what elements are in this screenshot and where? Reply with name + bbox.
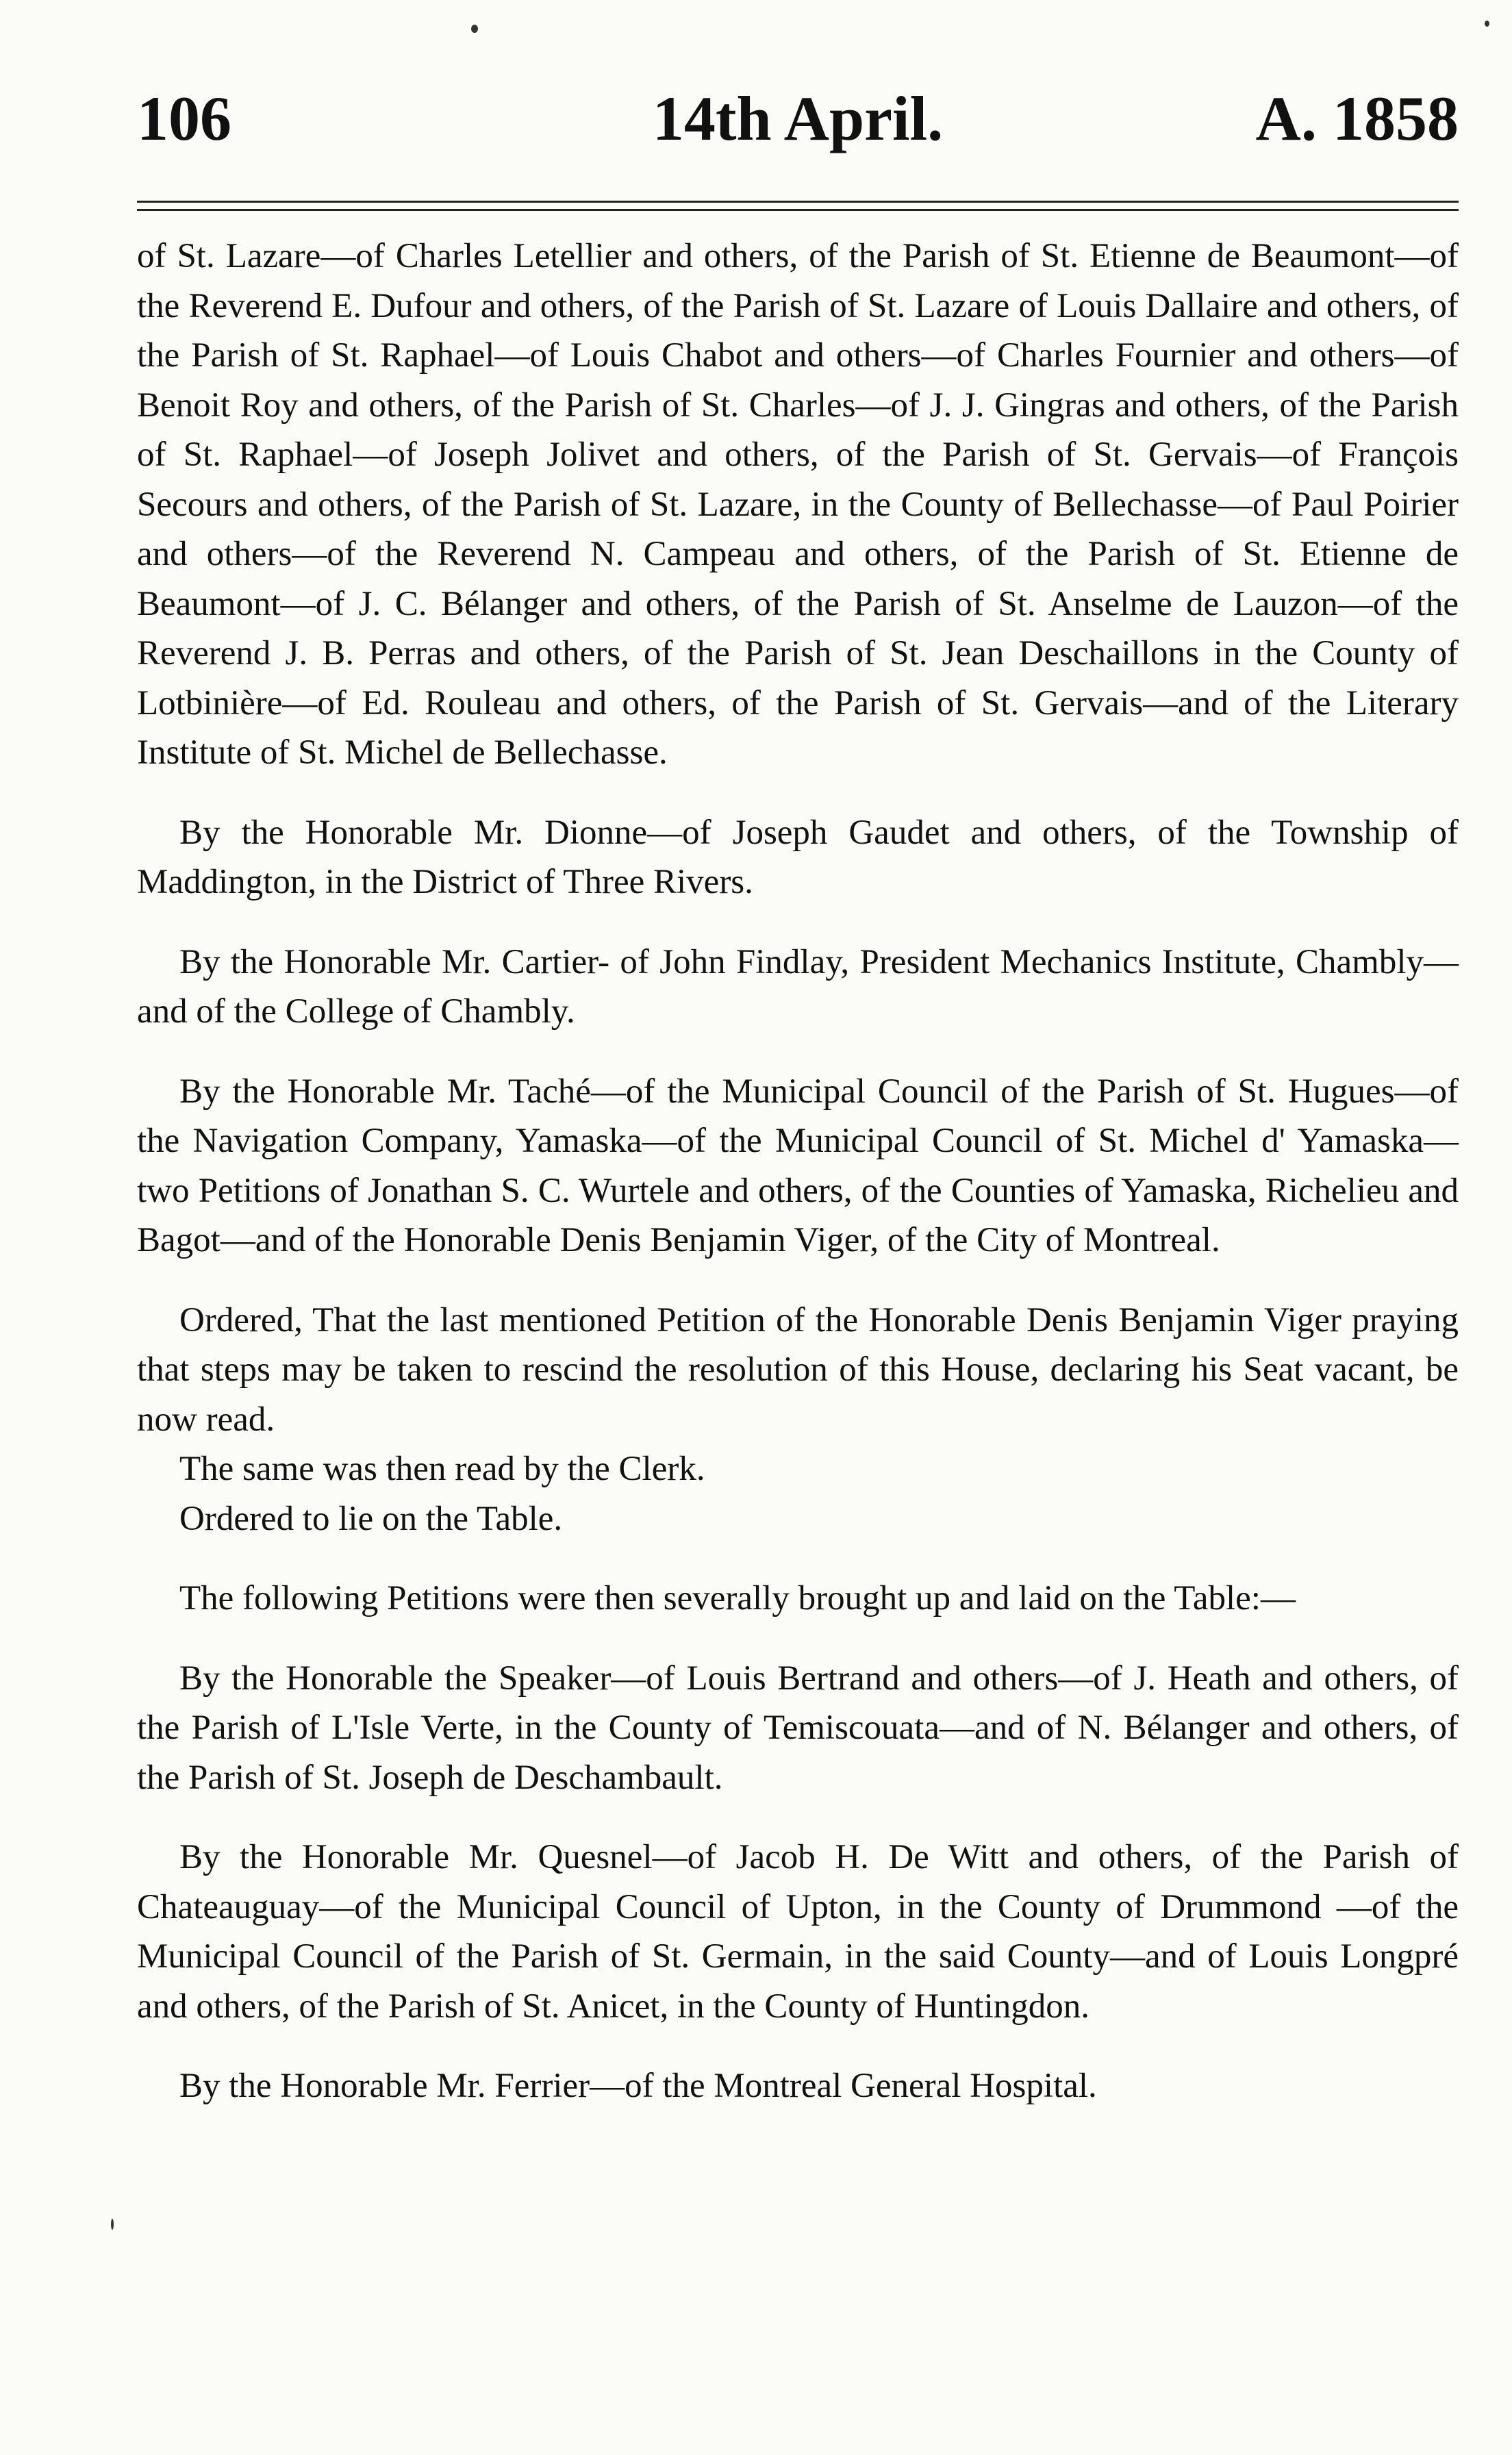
paragraph-ordered-table: Ordered to lie on the Table. xyxy=(179,1499,563,1538)
ink-speck xyxy=(1485,21,1489,27)
header-rule-bottom xyxy=(137,209,1459,211)
ink-speck xyxy=(471,25,478,33)
page-number: 106 xyxy=(137,84,231,153)
paragraph-following-petitions: The following Petitions were then severally brought up and laid on the Table:— xyxy=(179,1579,1296,1617)
paragraph-ordered-read: Ordered, That the last mentioned Petition of the Honorable Denis Benjamin Viger praying that steps may be taken to rescind the resolution of this House, declaring his Seat vacant, be now read. xyxy=(137,1300,1459,1439)
header-rule-top xyxy=(137,201,1459,203)
paragraph-read-by-clerk: The same was then read by the Clerk. xyxy=(179,1450,705,1488)
header-year: A. 1858 xyxy=(1255,84,1459,153)
header-date: 14th April. xyxy=(652,84,944,153)
document-body xyxy=(137,231,1459,2111)
paragraph-continued-petitions: of St. Lazare—of Charles Letellier and others, of the Parish of St. Etienne de Beaumont—of the Reverend E. Dufour and others, of the Parish of St. Lazare of Louis Dallaire and others, of the Parish of St. Raphael—of Louis Chabot and others—of Charles Fournier and others—of Benoit Roy and others, of the Parish of St. Charles—of J. J. Gingras and others, of the Parish of St. Raphael—of Joseph Jolivet and others, of the Parish of St. Gervais—of François Secours and others, of the Parish of St. Lazare, in the County of Bellechasse—of Paul Poirier and others—of the Reverend N. Campeau and others, of the Parish of St. Etienne de Beaumont—of J. C. Bélanger and others, of the Parish of St. Anselme de Lauzon—of the Reverend J. B. Perras and others, of the Parish of St. Jean Deschaillons in the County of Lotbinière—of Ed. Rouleau and others, of the Parish of St. Gervais—and of the Literary Institute of St. Michel de Bellechasse. xyxy=(137,237,1459,772)
paragraph-tache: By the Honorable Mr. Taché—of the Municipal Council of the Parish of St. Hugues—of the Navigation Company, Yamaska—of the Municipal Council of St. Michel d' Yamaska—two Petitions of Jonathan S. C. Wurtele and others, of the Counties of Yamaska, Richelieu and Bagot—and of the Honorable Denis Benjamin Viger, of the City of Montreal. xyxy=(137,1072,1459,1259)
paragraph-dionne: By the Honorable Mr. Dionne—of Joseph Gaudet and others, of the Township of Maddington, in the District of Three Rivers. xyxy=(137,813,1459,901)
paragraph-speaker: By the Honorable the Speaker—of Louis Bertrand and others—of J. Heath and others, of the Parish of L'Isle Verte, in the County of Temiscouata—and of N. Bélanger and others, of the Parish of St. Joseph de Deschambault. xyxy=(137,1659,1459,1797)
paragraph-quesnel: By the Honorable Mr. Quesnel—of Jacob H. De Witt and others, of the Parish of Chateauguay—of the Municipal Council of Upton, in the County of Drummond —of the Municipal Council of the Parish of St. Germain, in the said County—and of Louis Longpré and others, of the Parish of St. Anicet, in the County of Huntingdon. xyxy=(137,1838,1459,2026)
paragraph-cartier: By the Honorable Mr. Cartier- of John Findlay, President Mechanics Institute, Chambly—and of the College of Chambly. xyxy=(137,942,1459,1031)
page-header xyxy=(137,82,1459,164)
paragraph-ferrier: By the Honorable Mr. Ferrier—of the Montreal General Hospital. xyxy=(179,2067,1097,2105)
ink-speck xyxy=(111,2219,114,2230)
